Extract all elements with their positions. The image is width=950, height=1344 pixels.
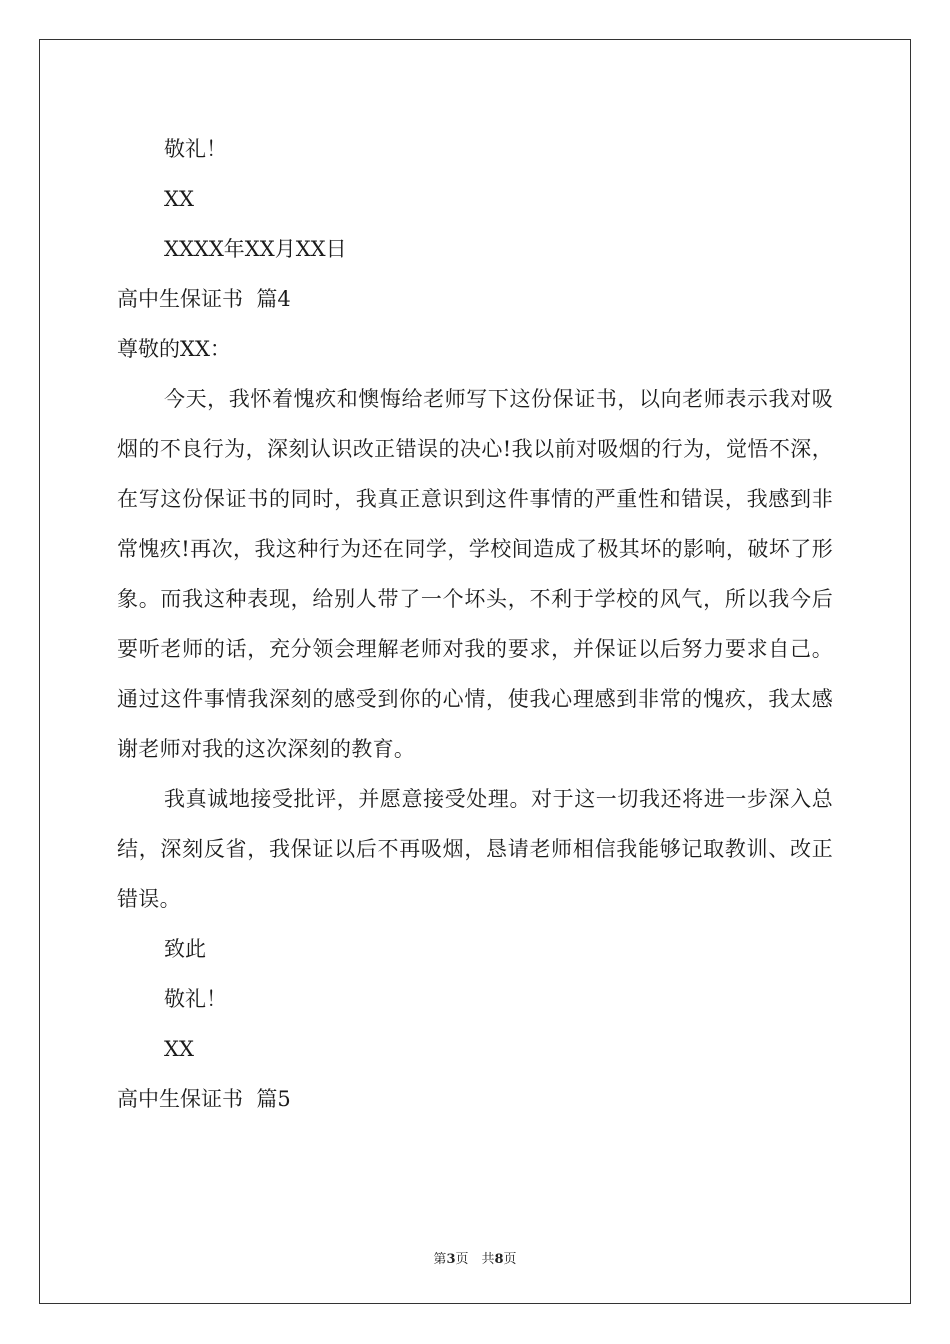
page-label-prefix: 第 <box>433 1252 447 1267</box>
date-top: XXXX年XX月XX日 <box>164 237 347 261</box>
page-current-number: 3 <box>446 1252 456 1267</box>
closing-salute: 敬礼！ <box>164 987 227 1011</box>
document-body <box>117 124 833 1124</box>
page-total-number: 8 <box>494 1252 504 1267</box>
page-footer <box>0 1248 950 1267</box>
section-heading-4: 高中生保证书 篇4 <box>117 287 291 311</box>
signature: XX <box>164 1037 194 1061</box>
closing-salute-top: 敬礼！ <box>164 137 227 161</box>
page-label-suffix: 页 <box>503 1252 517 1267</box>
page-label-mid: 页 共 <box>455 1252 495 1267</box>
paragraph-2: 我真诚地接受批评，并愿意接受处理。对于这一切我还将进一步深入总结，深刻反省，我保证以后不再吸烟，恳请老师相信我能够记取教训、改正错误。 <box>117 787 833 911</box>
signature-top: XX <box>164 187 194 211</box>
salutation: 尊敬的XX： <box>117 337 231 361</box>
paragraph-1: 今天，我怀着愧疚和懊悔给老师写下这份保证书，以向老师表示我对吸烟的不良行为，深刻认识改正错误的决心!我以前对吸烟的行为，觉悟不深，在写这份保证书的同时，我真正意识到这件事情的严重性和错误，我感到非常愧疚!再次，我这种行为还在同学，学校间造成了极其坏的影响，破坏了形象。而我这种表现，给别人带了一个坏头，不利于学校的风气，所以我今后要听老师的话，充分领会理解老师对我的要求，并保证以后努力要求自己。通过这件事情我深刻的感受到你的心情，使我心理感到非常的愧疚，我太感谢老师对我的这次深刻的教育。 <box>117 387 833 761</box>
section-heading-5: 高中生保证书 篇5 <box>117 1087 291 1111</box>
closing-phrase: 致此 <box>164 937 206 961</box>
